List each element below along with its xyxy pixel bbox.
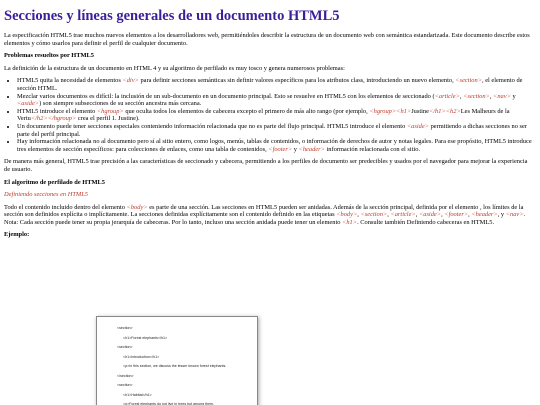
code-tag: <aside> [406, 122, 429, 130]
code-tag: <section> [455, 77, 483, 85]
text-run: , [468, 211, 472, 219]
text-run: . Consulte también Definiendo cabeceras en HTML5. [357, 218, 495, 226]
code-tag: <h1> [396, 107, 412, 115]
text-run: , y [497, 211, 506, 219]
code-line: <h1>Introduction</h1> [123, 354, 160, 359]
code-tag: <footer> [268, 145, 293, 153]
code-tag: <body> [126, 203, 148, 211]
code-tag: <aside> [17, 100, 40, 108]
text-run: , [357, 211, 361, 219]
code-tag: <section> [360, 211, 388, 219]
text-run: , [459, 92, 464, 100]
list-item [17, 138, 532, 153]
code-line: <h1>Forest elephants</h1> [123, 335, 168, 340]
text-run: y [292, 145, 299, 153]
text-run: , [415, 211, 419, 219]
list-item [17, 93, 532, 108]
code-tag: </hgroup> [47, 115, 77, 123]
text-run: para definir secciones semánticas sin definir valores específicos para los atributos class, introduciendo un nuevo elemento, [138, 77, 456, 85]
text-run: Un documento puede tener secciones especiales conteniendo información relacionada que no es parte del flujo principal. HTML5 introduce el elemento [17, 122, 407, 130]
code-tag: <nav> [505, 211, 524, 219]
intro-paragraph: La especificación HTML5 trae muchos nuevos elementos a los desarrolladores web, permitiéndoles describir la estructura de un documento web con semántica estandarizada. Este documento describe estos elementos y cómo usarlos para definir el perfil de cualquier documento. [4, 32, 530, 47]
document-body [4, 8, 532, 244]
text-run: Todo el contenido incluido dentro del elemento [4, 203, 127, 211]
text-run: . Nota: Cada sección puede tener su propia jerarquía de cabeceras. Por lo tanto, incluso una sección anidada puede tener un elemento [4, 211, 526, 226]
code-tag: <header> [298, 145, 325, 153]
text-run: , [387, 211, 391, 219]
text-run: Hay información relacionada no al documento pero sí al sitio entero, como logos, menús, tablas de contenidos, o información de derechos de autor y notas legales. Para ese propósito, HTML5 introduce tres elementos de sección específicos: para colecciones de enlaces, como una tabla de contenidos, [17, 138, 532, 153]
code-tag: <body> [336, 211, 358, 219]
text-run: , [489, 92, 494, 100]
code-tag: <h2> [445, 107, 461, 115]
list-item [17, 77, 532, 92]
code-tag: <h1> [342, 218, 358, 226]
problems-intro: La definición de la estructura de un documento en HTML 4 y su algoritmo de perfilado es muy tosco y genera numerosos problemas: [4, 64, 345, 72]
code-line: <p>In this section, we discuss the lesser known forest elephants. [123, 364, 227, 368]
list-item [17, 123, 532, 138]
code-tag: <nav> [493, 92, 511, 100]
problem-list [4, 77, 532, 153]
text-run: , el elemento de sección HTML. [17, 77, 523, 92]
code-tag: <header> [471, 211, 498, 219]
text-run: crea el perfil 1. Justine). [76, 115, 140, 123]
text-run: , [441, 211, 445, 219]
text-run: y [510, 92, 516, 100]
code-tag: <hgroup> [369, 107, 397, 115]
code-line: </section> [117, 373, 134, 378]
code-line: <h1>Habitat</h1> [123, 392, 152, 397]
text-run: Les Malheurs de la Vertu [17, 107, 510, 123]
code-tag: <article> [434, 92, 460, 100]
code-line: <section> [117, 383, 133, 387]
text-run: ) son siempre subsecciones de su sección ancestra más cercana. [39, 100, 202, 108]
text-run: que oculta todos los elementos de cabecera excepto el primero de más alto rango (por ejemplo, [123, 107, 370, 115]
page-title: Secciones y líneas generales de un documento HTML5 [4, 8, 340, 24]
list-item [17, 108, 532, 123]
code-tag: </h1> [428, 107, 446, 115]
code-line: <section> [117, 345, 133, 349]
text-run: Justine [411, 107, 429, 115]
problems-heading: Problemas resueltos por HTML5 [4, 52, 94, 60]
text-run: permitiendo a dichas secciones no ser parte del perfil principal. [17, 122, 527, 138]
code-tag: <section> [463, 92, 490, 100]
algorithm-heading: El algoritmo de perfilado de HTML5 [4, 178, 106, 186]
text-run: HTML5 quita la necesidad de elementos [17, 77, 123, 85]
code-tag: </h2> [30, 115, 48, 123]
code-tag: <div> [122, 77, 139, 85]
text-run: HTML5 introduce el elemento [17, 107, 97, 115]
code-line: <section> [117, 326, 133, 330]
text-run: es parte de una sección. Las secciones en HTML5 pueden ser anidadas. Además de la sección principal, definida por el elemento , los límites de la sección son definidos explícita o implícitamente. La secciones definidas explícitamente son el contenido definido en las etiquetas [4, 203, 524, 219]
code-tag: <aside> [418, 211, 442, 219]
algorithm-paragraph [4, 204, 532, 227]
code-line: <p>Forest elephants do not live in trees but among them. [123, 402, 215, 405]
summary-paragraph: De manera más general, HTML5 trae precisión a las características de seccionado y cabecera, permitiendo a los perfiles de documento ser predecibles y usados por el navegador para mejorar la experiencia de usuario. [4, 158, 528, 173]
code-example-image [96, 316, 258, 405]
code-tag: <article> [390, 211, 416, 219]
text-run: Mezclar varios documentos es difícil: la inclusión de un sub-documento en un documento principal. Esto se resuelve en HTML5 con los elementos de seccionado ( [17, 92, 435, 100]
algorithm-subheading: Definiendo secciones en HTML5 [4, 191, 88, 199]
code-tag: <hgroup> [96, 107, 124, 115]
example-heading: Ejemplo: [4, 231, 30, 239]
code-tag: <footer> [444, 211, 469, 219]
text-run: información relacionada con el sitio. [324, 145, 421, 153]
